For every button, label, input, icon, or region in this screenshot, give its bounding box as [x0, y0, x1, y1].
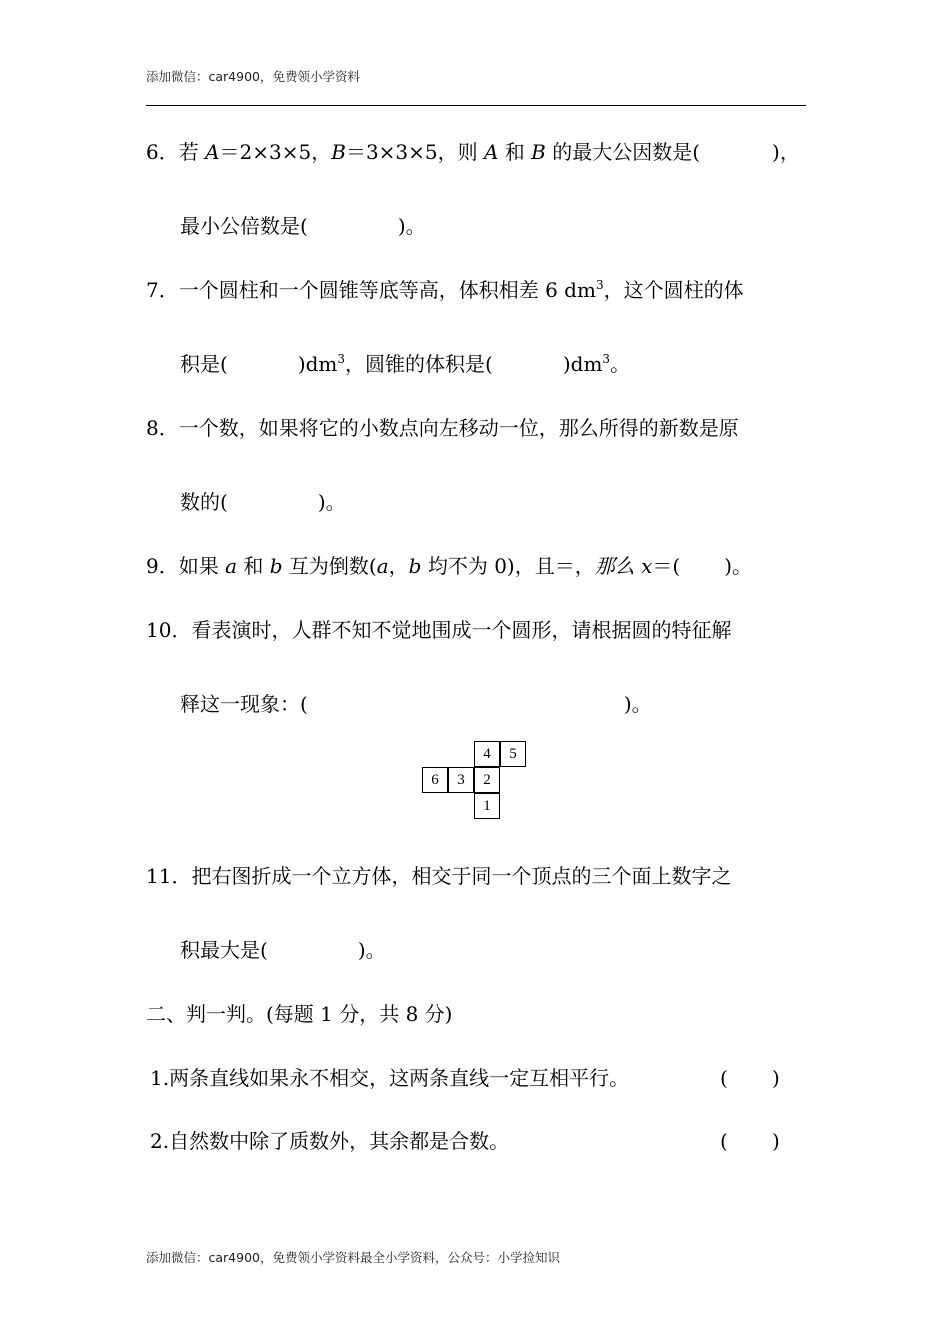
section-2-title: 二、判一判。(每题 1 分，共 8 分) [146, 1002, 453, 1026]
cube-face-2: 2 [474, 767, 500, 793]
cube-face-5: 5 [500, 741, 526, 767]
page-footer: 添加微信：car4900，免费领小学资料最全小学资料，公众号：小学捡知识 [146, 1250, 560, 1265]
judge-item-2: 2.自然数中除了质数外，其余都是合数。 [150, 1129, 510, 1153]
judge-item-1: 1.两条直线如果永不相交，这两条直线一定互相平行。 [150, 1066, 630, 1090]
question-8-line-1: 8．一个数，如果将它的小数点向左移动一位，那么所得的新数是原 [146, 416, 739, 440]
page-header: 添加微信：car4900，免费领小学资料 [146, 69, 360, 84]
question-7-line-1: 7．一个圆柱和一个圆锥等底等高，体积相差 6 $dm^3$，这个圆柱的体 [146, 278, 744, 302]
judge-item-1-close-paren: ) [772, 1066, 780, 1090]
question-11-line-1: 11．把右图折成一个立方体，相交于同一个顶点的三个面上数字之 [146, 864, 732, 888]
question-10-line-2: 释这一现象：( )。 [180, 692, 652, 716]
judge-item-2-close-paren: ) [772, 1129, 780, 1153]
cube-face-6: 6 [422, 767, 448, 793]
cube-face-3: 3 [448, 767, 474, 793]
header-rule [146, 105, 806, 106]
cube-face-1: 1 [474, 793, 500, 819]
question-8-line-2: 数的( )。 [180, 490, 346, 514]
question-9: 9．如果 a 和 b 互为倒数(a，b 均不为 0)，且＝，那么 x＝( )。 [146, 554, 752, 578]
question-7-line-2: 积是( )$dm^3$，圆锥的体积是( )$dm^3$。 [180, 352, 631, 376]
question-6-line-2: 最小公倍数是( )。 [180, 214, 426, 238]
question-10-line-1: 10．看表演时，人群不知不觉地围成一个圆形，请根据圆的特征解 [146, 618, 732, 642]
judge-item-1-open-paren: ( [720, 1066, 728, 1090]
question-6-line-1: 6．若 A＝2×3×5，B＝3×3×5，则 A 和 B 的最大公因数是( )， [146, 140, 800, 164]
question-11-line-2: 积最大是( )。 [180, 938, 386, 962]
judge-item-2-open-paren: ( [720, 1129, 728, 1153]
cube-face-4: 4 [474, 741, 500, 767]
